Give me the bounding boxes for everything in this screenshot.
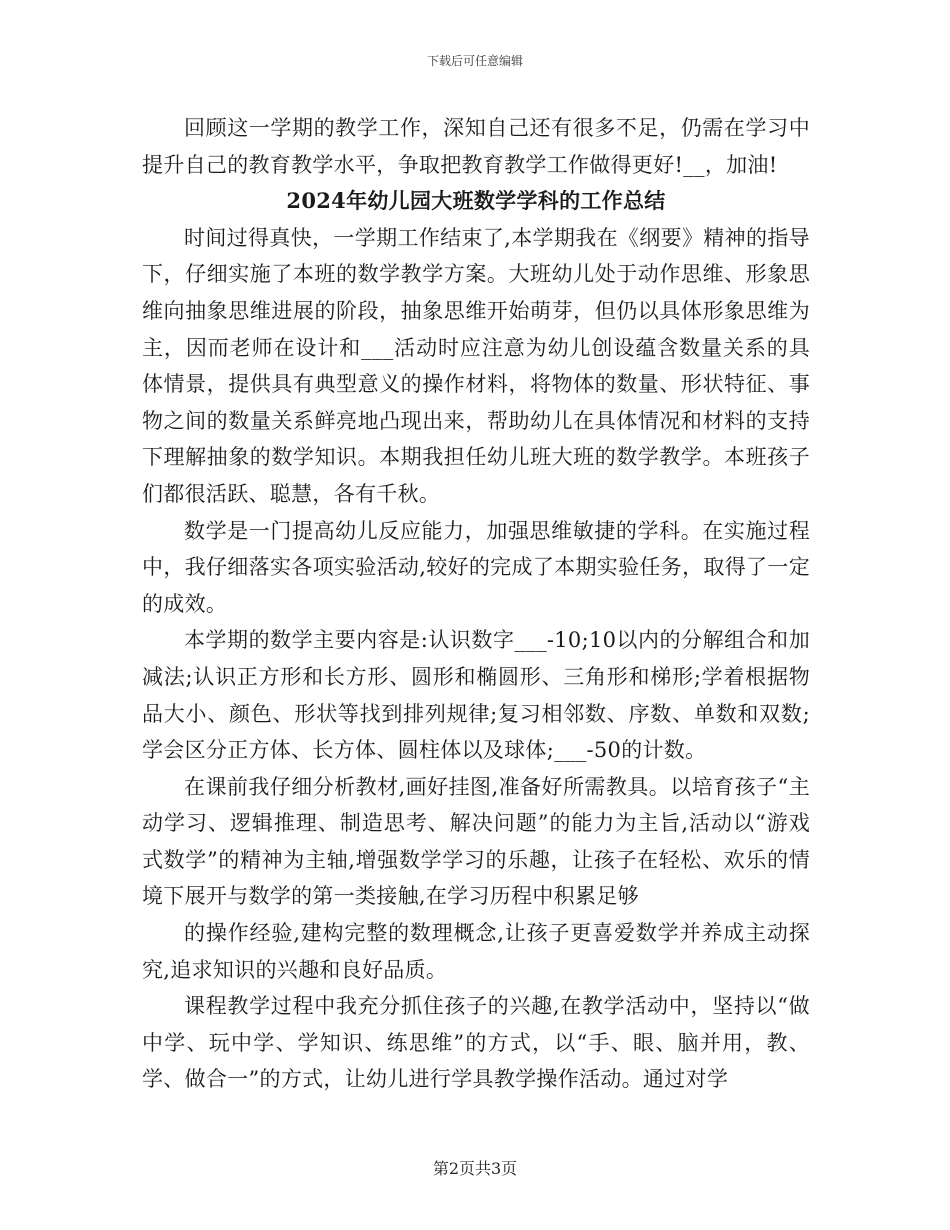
paragraph-experience: 的操作经验,建构完整的数理概念,让孩子更喜爱数学并养成主动探究,追求知识的兴趣和良好品质。 bbox=[142, 921, 810, 982]
page-header: 下载后可任意编辑 bbox=[426, 54, 523, 68]
paragraph-method: 课程教学过程中我充分抓住孩子的兴趣,在教学活动中，坚持以“做中学、玩中学、学知识、练思维”的方式，以“手、眼、脑并用，教、学、做合一”的方式，让幼儿进行学具教学操作活动。通过对学 bbox=[142, 994, 810, 1092]
document-body bbox=[142, 110, 810, 1098]
paragraph-intro: 时间过得真快，一学期工作结束了,本学期我在《纲要》精神的指导下，仔细实施了本班的数学教学方案。大班幼儿处于动作思维、形象思维向抽象思维进展的阶段，抽象思维开始萌芽，但仍以具体形象思维为主，因而老师在设计和___活动时应注意为幼儿创设蕴含数量关系的具体情景，提供具有典型意义的操作材料，将物体的数量、形状特征、事物之间的数量关系鲜亮地凸现出来，帮助幼儿在具体情况和材料的支持下理解抽象的数学知识。本期我担任幼儿班大班的数学教学。本班孩子们都很活跃、聪慧，各有千秋。 bbox=[142, 225, 810, 506]
paragraph-review: 回顾这一学期的教学工作，深知自己还有很多不足，仍需在学习中提升自己的教育教学水平，争取把教育教学工作做得更好!__，加油! bbox=[142, 116, 810, 177]
document-title: 2024年幼儿园大班数学学科的工作总结 bbox=[286, 188, 666, 214]
paragraph-subject: 数学是一门提高幼儿反应能力，加强思维敏捷的学科。在实施过程中，我仔细落实各项实验活动,较好的完成了本期实验任务，取得了一定的成效。 bbox=[142, 518, 810, 616]
page-footer: 第2页共3页 bbox=[432, 1159, 518, 1178]
paragraph-content: 本学期的数学主要内容是:认识数字___-10;10以内的分解组合和加减法;认识正方形和长方形、圆形和椭圆形、三角形和梯形;学着根据物品大小、颜色、形状等找到排列规律;复习相邻数、序数、单数和双数;学会区分正方体、长方体、圆柱体以及球体;___-50的计数。 bbox=[142, 628, 810, 763]
paragraph-preparation: 在课前我仔细分析教材,画好挂图,准备好所需教具。以培育孩子“主动学习、逻辑推理、制造思考、解决问题”的能力为主旨,活动以“游戏式数学”的精神为主轴,增强数学学习的乐趣，让孩子在轻松、欢乐的情境下展开与数学的第一类接触,在学习历程中积累足够 bbox=[142, 774, 810, 909]
